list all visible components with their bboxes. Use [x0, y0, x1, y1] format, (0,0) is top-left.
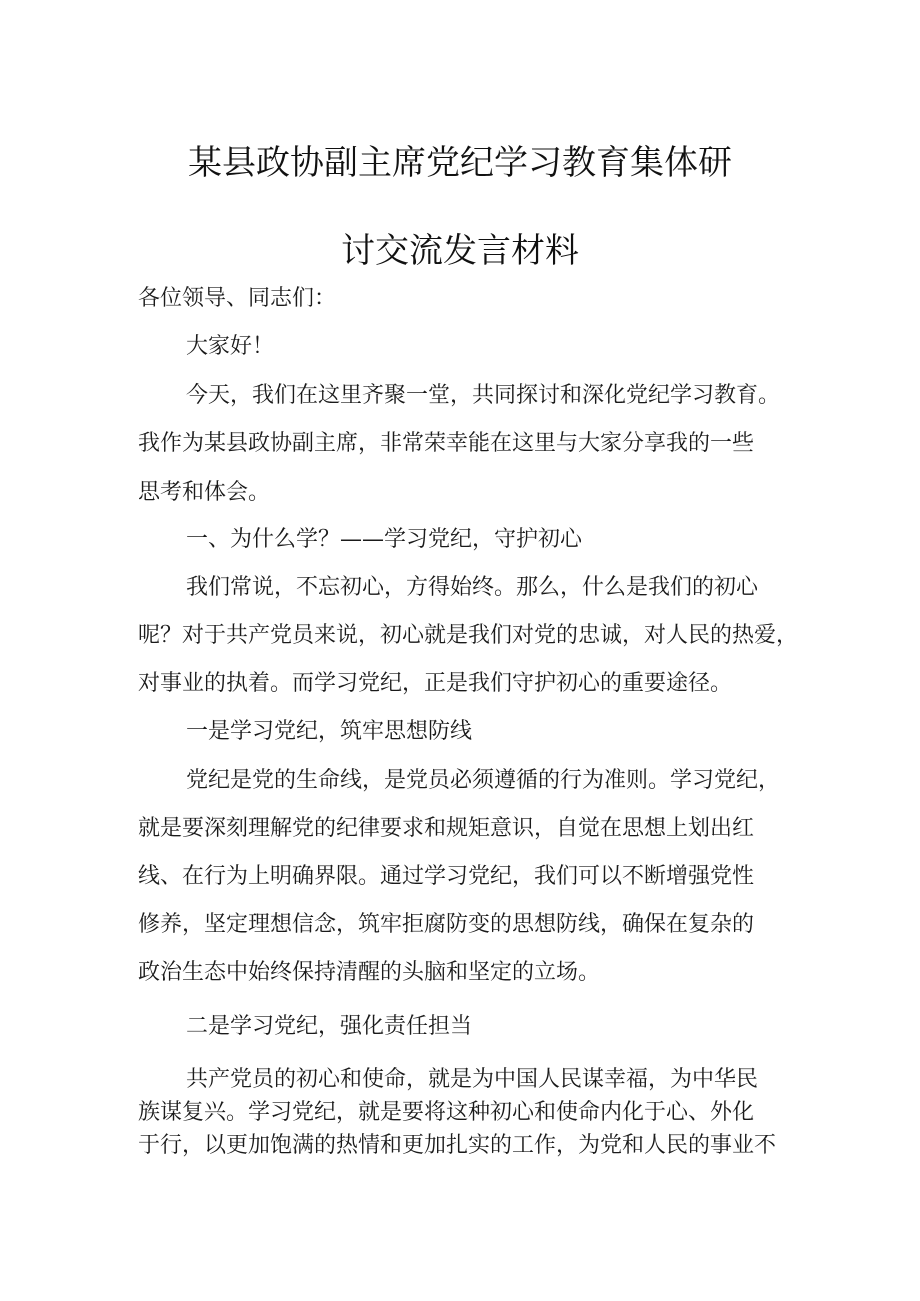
paragraph-line: 思考和体会。	[138, 480, 271, 505]
subheading-2: 二是学习党纪，强化责任担当	[186, 1014, 473, 1039]
section-heading-1: 一、为什么学？——学习党纪，守护初心	[186, 527, 583, 552]
paragraph-line: 我们常说，不忘初心，方得始终。那么，什么是我们的初心	[186, 575, 759, 600]
paragraph-line: 共产党员的初心和使命，就是为中国人民谋幸福，为中华民	[186, 1067, 759, 1092]
salutation: 各位领导、同志们：	[138, 286, 337, 311]
paragraph-line: 对事业的执着。而学习党纪，正是我们守护初心的重要途径。	[138, 671, 733, 696]
greeting: 大家好！	[186, 334, 275, 359]
paragraph-line: 今天，我们在这里齐聚一堂，共同探讨和深化党纪学习教育。	[186, 383, 781, 408]
paragraph-line: 呢？对于共产党员来说，初心就是我们对党的忠诚，对人民的热爱，	[138, 623, 799, 648]
subheading-1: 一是学习党纪，筑牢思想防线	[186, 719, 473, 744]
paragraph-line: 党纪是党的生命线，是党员必须遵循的行为准则。学习党纪，	[186, 768, 781, 793]
document-title-line-1: 某县政协副主席党纪学习教育集体研	[188, 143, 732, 183]
paragraph-line: 族谋复兴。学习党纪，就是要将这种初心和使命内化于心、外化	[138, 1100, 755, 1125]
paragraph-line: 政治生态中始终保持清醒的头脑和坚定的立场。	[138, 960, 601, 985]
paragraph-line: 于行，以更加饱满的热情和更加扎实的工作，为党和人民的事业不	[138, 1133, 777, 1158]
document-title-line-2: 讨交流发言材料	[341, 231, 579, 271]
paragraph-line: 修养，坚定理想信念，筑牢拒腐防变的思想防线，确保在复杂的	[138, 912, 755, 937]
paragraph-line: 我作为某县政协副主席，非常荣幸能在这里与大家分享我的一些	[138, 431, 755, 456]
paragraph-line: 就是要深刻理解党的纪律要求和规矩意识，自觉在思想上划出红	[138, 816, 755, 841]
paragraph-line: 线、在行为上明确界限。通过学习党纪，我们可以不断增强党性	[138, 864, 755, 889]
